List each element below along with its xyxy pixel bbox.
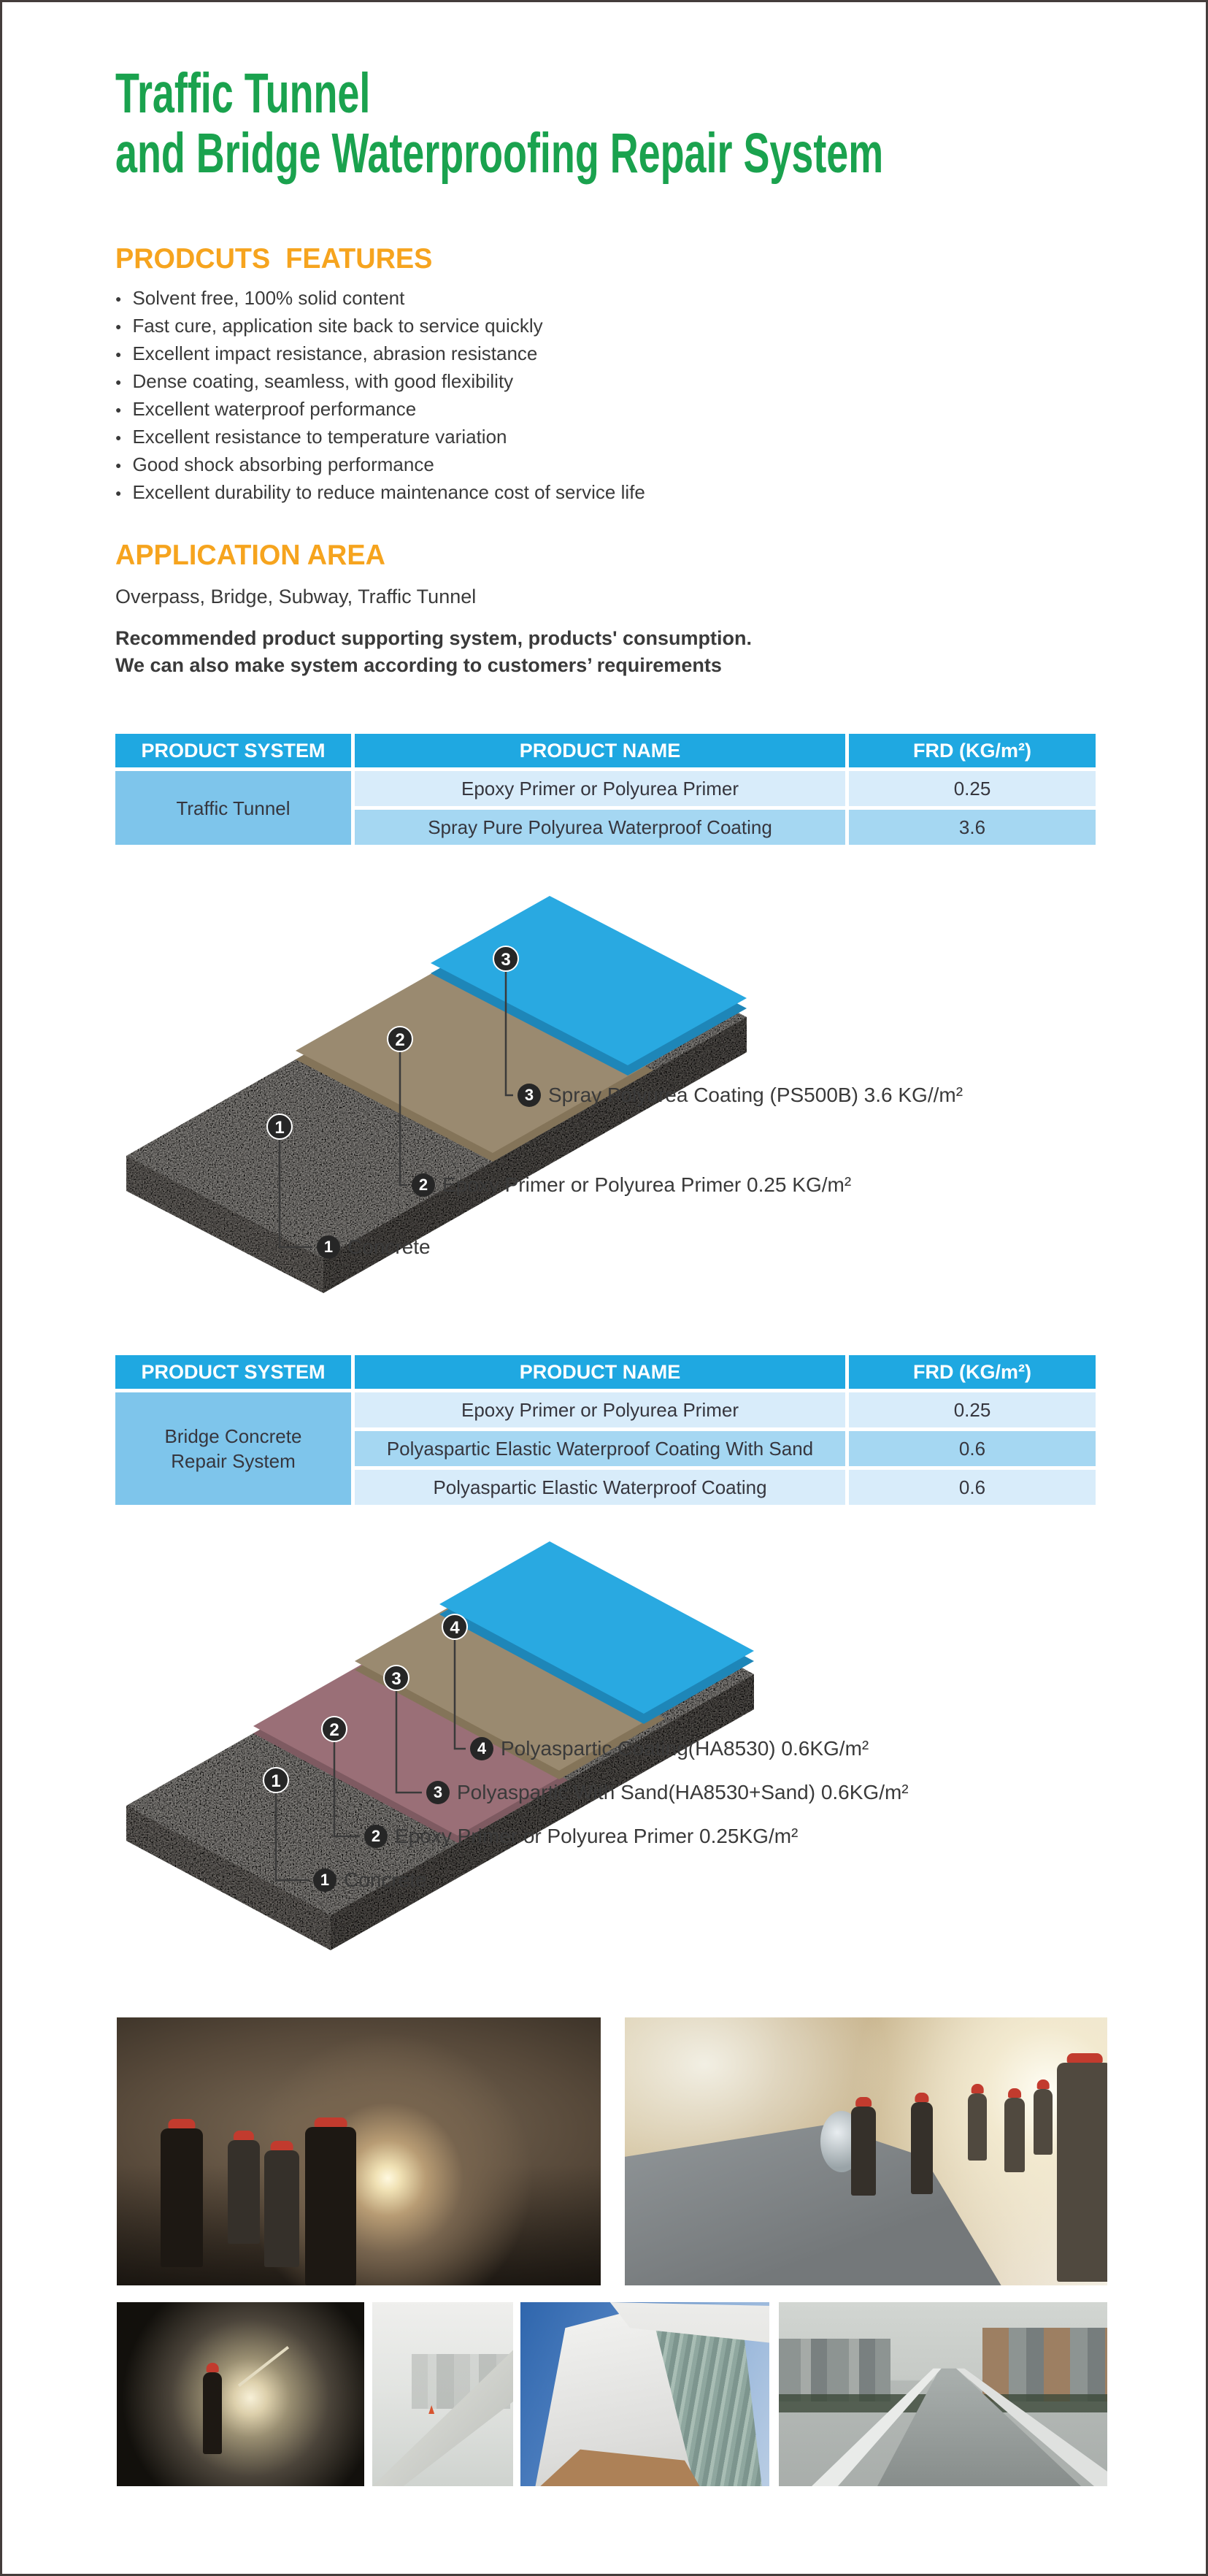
callout-number: 1: [317, 1235, 340, 1259]
callout-number: 1: [313, 1868, 336, 1892]
system-cell: Bridge Concrete Repair System: [115, 1392, 351, 1505]
product-table-traffic-tunnel: [115, 734, 1096, 845]
spray-lance: [238, 2346, 289, 2387]
feature-item: ● Excellent resistance to temperature variation: [115, 424, 645, 452]
callout-label-polyaspartic-coating: [470, 1737, 869, 1760]
product-name-cell: Epoxy Primer or Polyurea Primer: [355, 771, 845, 806]
callout-label-spray-polyurea: [518, 1084, 963, 1107]
callout-text: Polyaspartic With Sand(HA8530+Sand) 0.6KG/m²: [457, 1781, 909, 1803]
feature-item: ● Dense coating, seamless, with good flexibility: [115, 369, 645, 396]
layer-marker-1-number: 1: [274, 1118, 285, 1138]
worker-figure: [1034, 2089, 1053, 2155]
worker-figure: [203, 2372, 222, 2454]
page-title-line1: Traffic Tunnel: [115, 62, 371, 125]
callout-text: Polyaspartic Coating(HA8530) 0.6KG/m²: [501, 1737, 869, 1760]
photo-tunnel-coating-application: [625, 2017, 1107, 2285]
product-name-cell: Epoxy Primer or Polyurea Primer: [355, 1392, 845, 1427]
callout-text: Concrete: [344, 1868, 427, 1891]
worker-figure: [264, 2150, 299, 2267]
layer-marker-1-number: 1: [271, 1771, 281, 1791]
photo-tunnel-spraying: [117, 2302, 364, 2486]
frd-value-cell: 0.25: [849, 1392, 1096, 1427]
column-header-frd: FRD (KG/m²): [849, 1355, 1096, 1389]
callout-number: 2: [412, 1173, 435, 1197]
layer-marker-3-number: 3: [391, 1669, 401, 1689]
page-title-line2: and Bridge Waterproofing Repair System: [115, 122, 884, 185]
product-name-cell: Spray Pure Polyurea Waterproof Coating: [355, 810, 845, 845]
frd-value-cell: 0.6: [849, 1470, 1096, 1505]
worker-figure: [161, 2128, 203, 2267]
worker-figure: [911, 2102, 933, 2194]
callout-text: Concrete: [347, 1235, 431, 1258]
worker-figure: [968, 2093, 987, 2161]
features-list: [115, 285, 645, 507]
page-title: [115, 64, 883, 183]
worker-figure: [228, 2140, 260, 2244]
photo-bridge-parapet: [372, 2302, 513, 2486]
layer-marker-2-number: 2: [329, 1720, 339, 1740]
worker-figure: [851, 2107, 876, 2196]
feature-item: ● Fast cure, application site back to service quickly: [115, 313, 645, 341]
photo-overpass-road: [779, 2302, 1107, 2486]
callout-number: 3: [518, 1084, 541, 1107]
layer-marker-3-number: 3: [501, 950, 511, 970]
frd-value-cell: 3.6: [849, 810, 1096, 845]
callout-label-polyaspartic-sand: [426, 1781, 909, 1804]
system-cell: Traffic Tunnel: [115, 771, 351, 845]
worker-figure: [1004, 2098, 1025, 2172]
layer-marker-4-number: 4: [450, 1618, 460, 1638]
city-buildings-right: [982, 2328, 1107, 2401]
column-header-frd: FRD (KG/m²): [849, 734, 1096, 767]
photo-tunnel-inspection: [117, 2017, 601, 2285]
layer-marker-2-number: 2: [395, 1030, 405, 1050]
feature-item: ● Excellent durability to reduce maintenance cost of service life: [115, 480, 645, 507]
column-header-product-name: PRODUCT NAME: [355, 734, 845, 767]
photo-building-facade: [520, 2302, 769, 2486]
feature-item: ● Good shock absorbing performance: [115, 452, 645, 480]
product-name-cell: Polyaspartic Elastic Waterproof Coating: [355, 1470, 845, 1505]
recommendation-line1: Recommended product supporting system, products' consumption.: [115, 627, 752, 649]
city-buildings-left: [779, 2339, 890, 2401]
product-name-cell: Polyaspartic Elastic Waterproof Coating With Sand: [355, 1431, 845, 1466]
tunnel-layer-diagram: [115, 871, 1097, 1295]
callout-number: 4: [470, 1737, 493, 1760]
callout-text: Epoxy Primer or Polyurea Primer 0.25 KG/m²: [442, 1173, 852, 1196]
frd-value-cell: 0.25: [849, 771, 1096, 806]
callout-label-concrete: [313, 1868, 427, 1892]
application-text: Overpass, Bridge, Subway, Traffic Tunnel: [115, 586, 477, 607]
callout-text: Spray Polyurea Coating (PS500B) 3.6 KG//m²: [548, 1084, 963, 1106]
features-heading: PRODCUTS FEATURES: [115, 243, 433, 275]
bridge-layer-diagram: [115, 1517, 1097, 1955]
worker-figure: [305, 2127, 356, 2285]
callout-label-concrete: [317, 1235, 431, 1259]
feature-item: ● Excellent impact resistance, abrasion resistance: [115, 341, 645, 369]
callout-number: 2: [364, 1825, 388, 1848]
callout-label-epoxy-primer: [364, 1825, 798, 1848]
recommendation-line2: We can also make system according to customers’ requirements: [115, 654, 722, 676]
column-header-product-name: PRODUCT NAME: [355, 1355, 845, 1389]
column-header-product-system: PRODUCT SYSTEM: [115, 1355, 351, 1389]
callout-label-epoxy-primer: [412, 1173, 851, 1197]
feature-item: ● Excellent waterproof performance: [115, 396, 645, 424]
callout-number: 3: [426, 1781, 450, 1804]
column-header-product-system: PRODUCT SYSTEM: [115, 734, 351, 767]
frd-value-cell: 0.6: [849, 1431, 1096, 1466]
worker-figure: [1057, 2063, 1107, 2282]
feature-item: ● Solvent free, 100% solid content: [115, 285, 645, 313]
product-table-bridge-repair: [115, 1355, 1096, 1505]
recommendation-note: [115, 625, 752, 679]
application-heading: APPLICATION AREA: [115, 540, 385, 571]
callout-text: Epoxy Primer or Polyurea Primer 0.25KG/m²: [395, 1825, 799, 1847]
